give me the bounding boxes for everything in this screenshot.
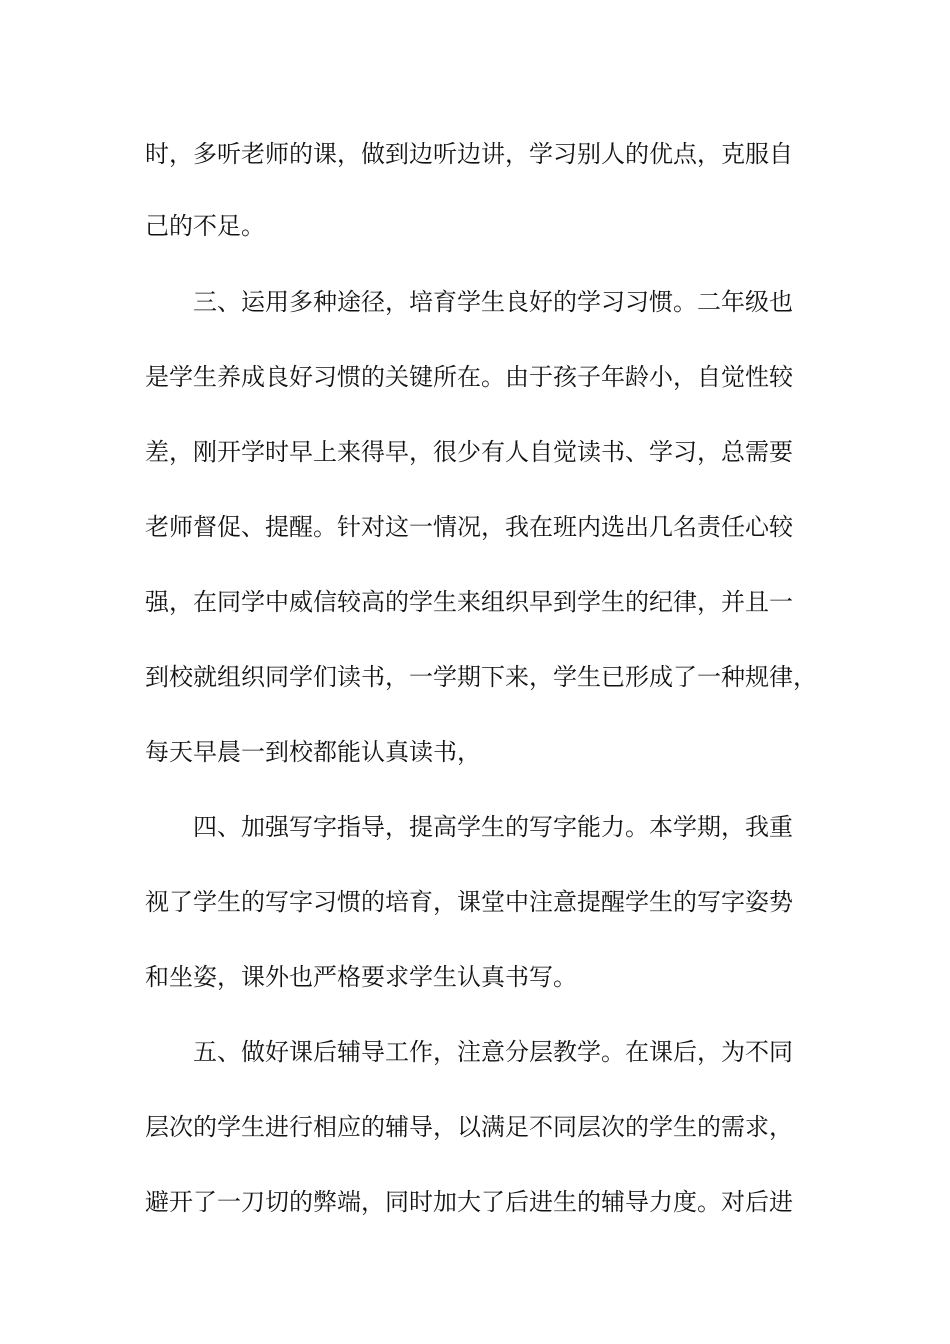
text-line: 是学生养成良好习惯的关键所在。由于孩子年龄小，自觉性较 xyxy=(145,363,793,391)
text-line: 和坐姿，课外也严格要求学生认真书写。 xyxy=(145,963,577,991)
text-line: 视了学生的写字习惯的培育，课堂中注意提醒学生的写字姿势 xyxy=(145,888,793,916)
text-line: 五、做好课后辅导工作，注意分层教学。在课后，为不同 xyxy=(193,1038,793,1066)
text-line: 每天早晨一到校都能认真读书， xyxy=(145,738,481,766)
text-line: 差，刚开学时早上来得早，很少有人自觉读书、学习，总需要 xyxy=(145,438,793,466)
text-line: 强，在同学中威信较高的学生来组织早到学生的纪律，并且一 xyxy=(145,588,793,616)
text-line: 三、运用多种途径，培育学生良好的学习习惯。二年级也 xyxy=(193,288,793,316)
text-line: 己的不足。 xyxy=(145,212,265,240)
text-line: 老师督促、提醒。针对这一情况，我在班内选出几名责任心较 xyxy=(145,513,793,541)
text-line: 避开了一刀切的弊端，同时加大了后进生的辅导力度。对后进 xyxy=(145,1188,793,1216)
text-line: 到校就组织同学们读书，一学期下来，学生已形成了一种规律， xyxy=(145,663,817,691)
text-line: 时，多听老师的课，做到边听边讲，学习别人的优点，克服自 xyxy=(145,140,793,168)
text-line: 四、加强写字指导，提高学生的写字能力。本学期，我重 xyxy=(193,813,793,841)
text-line: 层次的学生进行相应的辅导，以满足不同层次的学生的需求， xyxy=(145,1113,793,1141)
